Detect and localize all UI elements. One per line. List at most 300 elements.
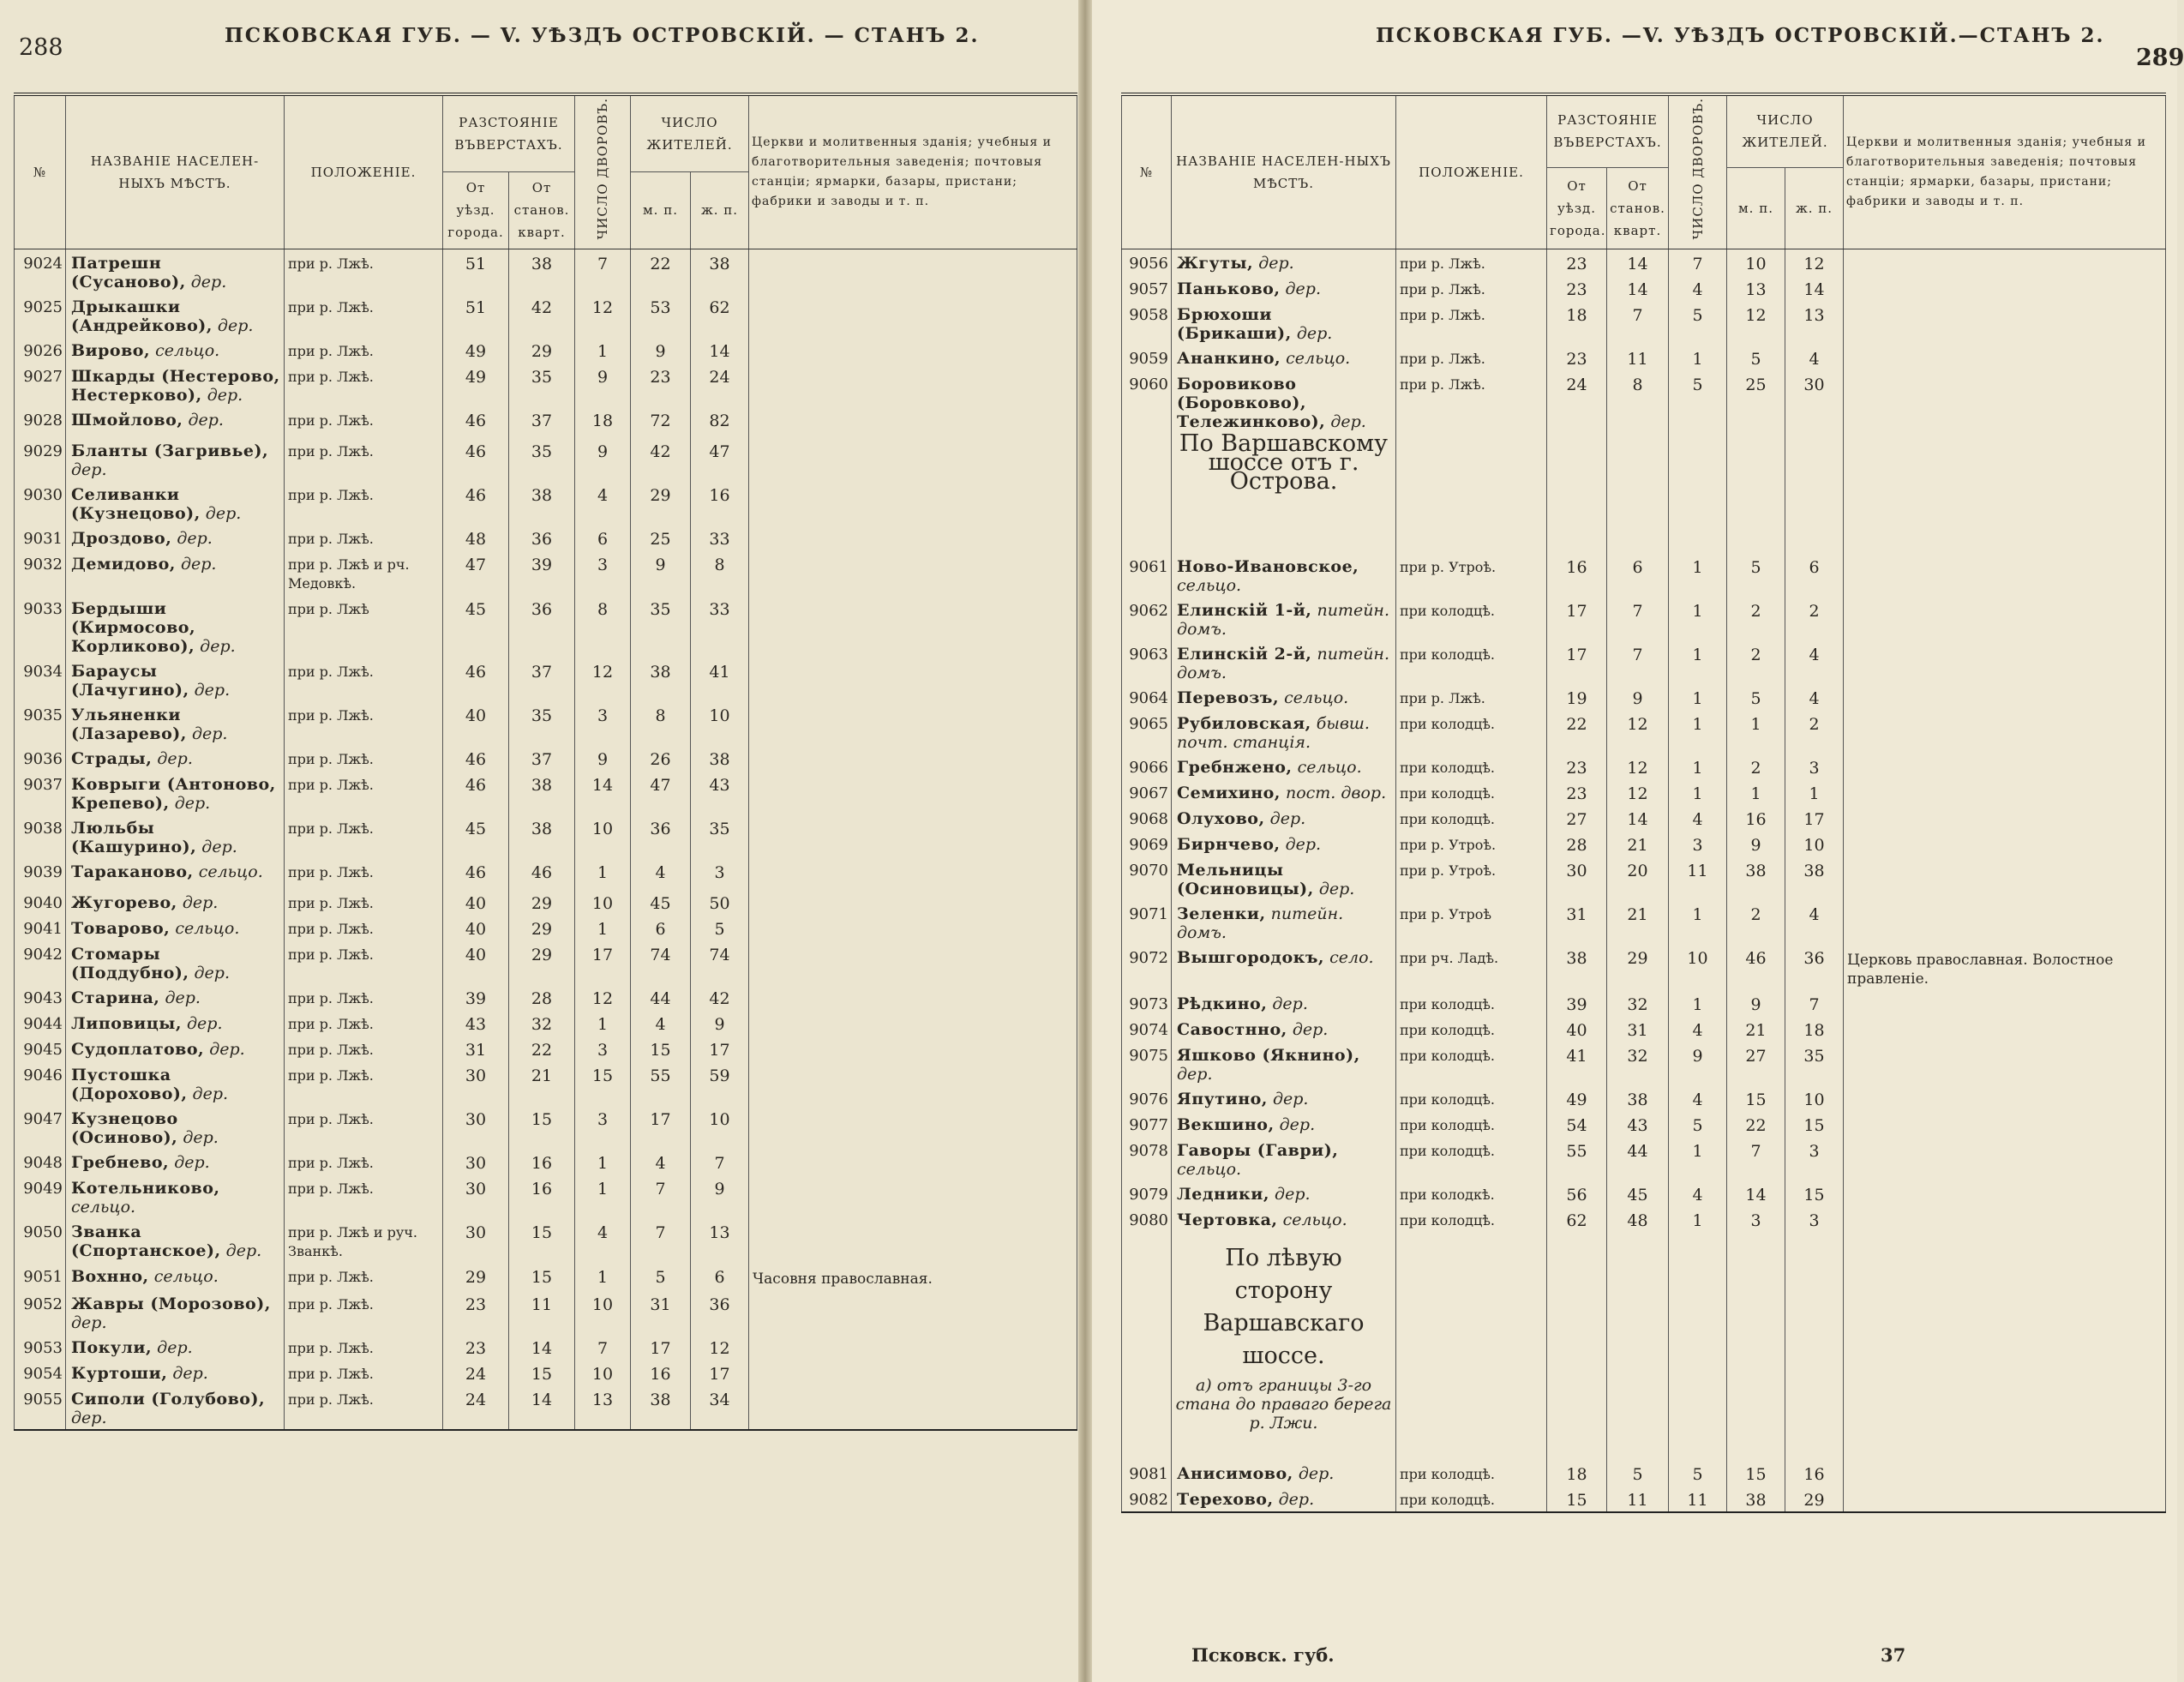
male-count: 55: [631, 1061, 691, 1105]
settlement-name-text: Покули,: [71, 1337, 153, 1357]
institutions-note: [1844, 1085, 2166, 1111]
settlement-name: [1172, 1206, 1396, 1237]
yards-count: 4: [1669, 275, 1727, 301]
distance-from-town: 24: [443, 1360, 509, 1385]
settlement-kind: дер.: [201, 837, 237, 856]
settlement-name: [66, 1061, 285, 1105]
distance-from-station: 15: [509, 1360, 575, 1385]
distance-from-station: 14: [1607, 805, 1669, 831]
row-number: 9039: [15, 858, 66, 889]
distance-from-station: 38: [509, 814, 575, 858]
yards-count: 10: [575, 814, 631, 858]
settlement-name-text: Стомары (Поддубно),: [71, 944, 189, 982]
settlement-kind: дер.: [217, 315, 254, 335]
distance-from-station: 7: [1607, 597, 1669, 640]
table-row: [1122, 370, 2166, 433]
distance-from-station: 16: [509, 1174, 575, 1218]
distance-from-station: 15: [509, 1105, 575, 1149]
settlement-name-text: Жугорево,: [71, 892, 177, 912]
settlement-kind: сельцо.: [175, 918, 240, 938]
female-count: 10: [691, 701, 749, 745]
settlement-name: [1172, 1042, 1396, 1085]
settlement-name: [1172, 370, 1396, 433]
male-count: 14: [1727, 1180, 1785, 1206]
settlement-name-text: Шмойлово,: [71, 410, 183, 430]
row-number: 9034: [15, 658, 66, 701]
settlement-name: [1172, 831, 1396, 856]
settlement-name-text: Мельницы (Осиновицы),: [1177, 860, 1314, 898]
settlement-name-text: Зеленки,: [1177, 904, 1266, 923]
distance-from-town: 23: [443, 1334, 509, 1360]
female-count: 10: [691, 1105, 749, 1149]
settlement-position: при р. Лжѣ.: [285, 771, 443, 814]
settlement-name: [66, 1105, 285, 1149]
table-body-right-a: [1122, 249, 2166, 433]
page-number-right: 289: [2136, 45, 2184, 71]
settlement-position: при р. Лжѣ.: [285, 1036, 443, 1061]
settlement-position: при колодцѣ.: [1396, 779, 1547, 805]
yards-count: 9: [1669, 1042, 1727, 1085]
settlement-name-text: Дрыкашки (Андрейково),: [71, 297, 213, 335]
female-count: 13: [691, 1218, 749, 1263]
distance-from-town: 23: [1547, 345, 1607, 370]
settlement-name-text: Векшино,: [1177, 1114, 1275, 1134]
settlement-table-left: [14, 93, 1077, 1431]
male-count: 27: [1727, 1042, 1785, 1085]
settlement-name-text: Ново-Ивановское,: [1177, 556, 1359, 576]
settlement-position: при р. Лжѣ.: [1396, 301, 1547, 345]
male-count: 22: [631, 249, 691, 293]
institutions-note: [749, 437, 1077, 481]
yards-count: 18: [575, 406, 631, 437]
distance-from-station: 35: [509, 363, 575, 406]
settlement-name-text: Дроздово,: [71, 528, 172, 548]
col-male: м. п.: [631, 171, 691, 249]
settlement-position: при р. Лжѣ.: [285, 1061, 443, 1105]
table-row: [1122, 684, 2166, 710]
distance-from-town: 49: [443, 363, 509, 406]
female-count: 16: [1785, 1460, 1844, 1486]
institutions-note: [1844, 1137, 2166, 1180]
col-churches: Церкви и молитвенныя зданія; учебныя и благотворительныя заведенія; почтовыя станціи; ярмарки, базары, пристани; фабрики и заводы и т. п.: [749, 94, 1077, 249]
row-number: 9082: [1122, 1486, 1172, 1512]
institutions-note: [749, 1360, 1077, 1385]
distance-from-station: 32: [509, 1010, 575, 1036]
yards-count: 12: [575, 293, 631, 337]
distance-from-station: 15: [509, 1218, 575, 1263]
female-count: 17: [691, 1036, 749, 1061]
table-row: [1122, 275, 2166, 301]
distance-from-station: 29: [509, 337, 575, 363]
settlement-kind: дер.: [1272, 994, 1308, 1013]
yards-count: 10: [575, 889, 631, 915]
yards-count: 4: [575, 481, 631, 525]
yards-count: 1: [1669, 710, 1727, 754]
distance-from-town: 45: [443, 814, 509, 858]
settlement-kind: дер.: [1285, 834, 1322, 854]
settlement-name-text: Вирово,: [71, 340, 151, 360]
table-row: [1122, 990, 2166, 1016]
settlement-position: при р. Лжѣ.: [285, 889, 443, 915]
settlement-position: при колодцѣ.: [1396, 1460, 1547, 1486]
settlement-position: при р. Лжѣ.: [285, 437, 443, 481]
distance-from-town: 40: [443, 889, 509, 915]
settlement-kind: пост. двор.: [1285, 783, 1387, 802]
yards-count: 1: [575, 1263, 631, 1290]
settlement-name: [66, 1010, 285, 1036]
section-subtitle-2: а) отъ границы 3-го стана до праваго берега р. Лжи.: [1172, 1374, 1396, 1460]
settlement-kind: дер.: [71, 1408, 107, 1427]
settlement-position: при р. Лжѣ.: [285, 701, 443, 745]
row-number: 9068: [1122, 805, 1172, 831]
distance-from-town: 30: [443, 1174, 509, 1218]
female-count: 38: [1785, 856, 1844, 900]
institutions-note: [1844, 1111, 2166, 1137]
institutions-note: [749, 814, 1077, 858]
settlement-name: [66, 1290, 285, 1334]
footer-number: 37: [1881, 1644, 1906, 1666]
institutions-note: [749, 550, 1077, 595]
settlement-name: [66, 814, 285, 858]
row-number: 9077: [1122, 1111, 1172, 1137]
table-row: [15, 1036, 1077, 1061]
male-count: 26: [631, 745, 691, 771]
female-count: 7: [1785, 990, 1844, 1016]
col-name: НАЗВАНІЕ НАСЕЛЕН-НЫХЪ МѢСТЪ.: [1172, 94, 1396, 249]
male-count: 74: [631, 940, 691, 984]
settlement-kind: сельцо.: [1177, 575, 1242, 595]
settlement-position: при колодцѣ.: [1396, 1016, 1547, 1042]
table-row: [15, 658, 1077, 701]
yards-count: 12: [575, 984, 631, 1010]
row-number: 9051: [15, 1263, 66, 1290]
table-row: [15, 984, 1077, 1010]
settlement-kind: дер.: [172, 1363, 208, 1383]
settlement-position: при р. Лжѣ.: [1396, 684, 1547, 710]
row-number: 9038: [15, 814, 66, 858]
settlement-name: [66, 984, 285, 1010]
institutions-note: [1844, 990, 2166, 1016]
settlement-name: [66, 1218, 285, 1263]
distance-from-town: 24: [443, 1385, 509, 1430]
settlement-name-text: Рѣдкино,: [1177, 994, 1268, 1013]
settlement-kind: сельцо.: [1177, 1159, 1242, 1179]
col-inhabitants: ЧИСЛО ЖИТЕЛЕЙ.: [631, 94, 749, 171]
distance-from-station: 14: [509, 1385, 575, 1430]
yards-count: 11: [1669, 1486, 1727, 1512]
male-count: 17: [631, 1334, 691, 1360]
female-count: 3: [691, 858, 749, 889]
institutions-note: [749, 1385, 1077, 1430]
settlement-kind: дер.: [1330, 411, 1366, 431]
distance-from-town: 48: [443, 525, 509, 550]
table-row: [15, 525, 1077, 550]
yards-count: 7: [575, 1334, 631, 1360]
male-count: 29: [631, 481, 691, 525]
distance-from-town: 17: [1547, 597, 1607, 640]
settlement-name-text: Старина,: [71, 988, 160, 1007]
settlement-name: [1172, 275, 1396, 301]
settlement-kind: бывш. почт. станція.: [1177, 713, 1370, 752]
distance-from-town: 46: [443, 858, 509, 889]
settlement-position: при р. Лжѣ.: [285, 1334, 443, 1360]
distance-from-town: 23: [1547, 754, 1607, 779]
settlement-name: [66, 337, 285, 363]
institutions-note: Церковь православная. Волостное правленіе.: [1844, 944, 2166, 990]
distance-from-town: 30: [443, 1105, 509, 1149]
institutions-note: [749, 249, 1077, 293]
institutions-note: [1844, 640, 2166, 684]
yards-count: 17: [575, 940, 631, 984]
row-number: 9069: [1122, 831, 1172, 856]
settlement-kind: дер.: [182, 892, 219, 912]
institutions-note: [749, 1105, 1077, 1149]
settlement-name: [1172, 553, 1396, 597]
yards-count: 1: [1669, 1137, 1727, 1180]
row-number: 9056: [1122, 249, 1172, 275]
settlement-name: [1172, 1486, 1396, 1512]
institutions-note: [1844, 1460, 2166, 1486]
yards-count: 7: [575, 249, 631, 293]
row-number: 9026: [15, 337, 66, 363]
settlement-name: [66, 363, 285, 406]
settlement-kind: дер.: [1177, 1064, 1213, 1084]
female-count: 36: [691, 1290, 749, 1334]
row-number: 9052: [15, 1290, 66, 1334]
distance-from-town: 40: [1547, 1016, 1607, 1042]
distance-from-station: 48: [1607, 1206, 1669, 1237]
institutions-note: [749, 984, 1077, 1010]
section-heading-1: [1122, 430, 2166, 553]
row-number: 9040: [15, 889, 66, 915]
settlement-position: при р. Лжѣ.: [285, 525, 443, 550]
row-number: 9062: [1122, 597, 1172, 640]
settlement-kind: дер.: [1275, 1184, 1311, 1204]
settlement-kind: дер.: [157, 1337, 193, 1357]
yards-count: 3: [1669, 831, 1727, 856]
yards-count: 12: [575, 658, 631, 701]
table-row: [15, 1290, 1077, 1334]
male-count: 12: [1727, 301, 1785, 345]
distance-from-town: 24: [1547, 370, 1607, 433]
table-row: [1122, 1206, 2166, 1237]
settlement-kind: сельцо.: [1282, 1210, 1347, 1229]
col-male: м. п.: [1727, 167, 1785, 249]
settlement-name: [66, 481, 285, 525]
table-row: [15, 406, 1077, 437]
institutions-note: [749, 1010, 1077, 1036]
table-row: [1122, 900, 2166, 944]
settlement-position: при р. Лжѣ.: [1396, 370, 1547, 433]
settlement-name: [1172, 856, 1396, 900]
distance-from-town: 41: [1547, 1042, 1607, 1085]
row-number: 9079: [1122, 1180, 1172, 1206]
male-count: 38: [631, 658, 691, 701]
settlement-name-text: Семихино,: [1177, 783, 1281, 802]
table-row: [15, 550, 1077, 595]
distance-from-station: 37: [509, 406, 575, 437]
female-count: 3: [1785, 1137, 1844, 1180]
row-number: 9036: [15, 745, 66, 771]
yards-count: 3: [575, 550, 631, 595]
male-count: 25: [631, 525, 691, 550]
settlement-name-text: Гаворы (Гаври),: [1177, 1140, 1339, 1160]
distance-from-town: 16: [1547, 553, 1607, 597]
settlement-position: при р. Лжѣ.: [285, 293, 443, 337]
table-row: [1122, 1085, 2166, 1111]
settlement-position: при колодцѣ.: [1396, 597, 1547, 640]
table-header: [15, 94, 1077, 249]
male-count: 38: [631, 1385, 691, 1430]
institutions-note: [749, 1290, 1077, 1334]
female-count: 14: [691, 337, 749, 363]
male-count: 2: [1727, 754, 1785, 779]
institutions-note: [1844, 710, 2166, 754]
settlement-name: [66, 595, 285, 658]
settlement-name: [1172, 597, 1396, 640]
row-number: 9065: [1122, 710, 1172, 754]
institutions-note: [749, 293, 1077, 337]
male-count: 4: [631, 1149, 691, 1174]
row-number: 9037: [15, 771, 66, 814]
settlement-name-text: Брюхоши (Брикаши),: [1177, 304, 1292, 343]
settlement-name-text: Кузнецово (Осиново),: [71, 1108, 178, 1147]
table-row: [15, 293, 1077, 337]
institutions-note: [749, 337, 1077, 363]
settlement-position: при колодцѣ.: [1396, 754, 1547, 779]
yards-count: 5: [1669, 1111, 1727, 1137]
institutions-note: [1844, 249, 2166, 275]
row-number: 9028: [15, 406, 66, 437]
settlement-name: [66, 1334, 285, 1360]
settlement-kind: дер.: [1278, 1489, 1315, 1509]
yards-count: 1: [1669, 553, 1727, 597]
settlement-name: [66, 293, 285, 337]
table-row: [15, 437, 1077, 481]
table-row: [15, 481, 1077, 525]
settlement-name: [66, 915, 285, 940]
institutions-note: [749, 363, 1077, 406]
yards-count: 10: [575, 1290, 631, 1334]
row-number: 9042: [15, 940, 66, 984]
settlement-name-text: Перевозъ,: [1177, 688, 1280, 707]
settlement-name-text: Елинскій 2-й,: [1177, 644, 1312, 664]
male-count: 13: [1727, 275, 1785, 301]
male-count: 4: [631, 858, 691, 889]
page-header-right: ПСКОВСКАЯ ГУБ. —V. УѢЗДЪ ОСТРОВСКІЙ.—СТАНЪ 2.: [1376, 24, 2105, 47]
yards-count: 4: [1669, 1085, 1727, 1111]
yards-count: 13: [575, 1385, 631, 1430]
col-from-town: От уѣзд. города.: [1547, 167, 1607, 249]
settlement-name: [1172, 1016, 1396, 1042]
table-row: [1122, 553, 2166, 597]
settlement-kind: дер.: [174, 1152, 210, 1172]
settlement-position: при рч. Ладѣ.: [1396, 944, 1547, 990]
settlement-position: при колодцѣ.: [1396, 1042, 1547, 1085]
yards-count: 4: [1669, 1016, 1727, 1042]
settlement-position: при р. Лжѣ: [285, 595, 443, 658]
female-count: 4: [1785, 684, 1844, 710]
table-header: [1122, 94, 2166, 249]
settlement-name-text: Ананкино,: [1177, 348, 1281, 368]
book-gutter: [1078, 0, 1092, 1682]
row-number: 9054: [15, 1360, 66, 1385]
yards-count: 4: [575, 1218, 631, 1263]
settlement-name-text: Жавры (Морозово),: [71, 1294, 271, 1313]
settlement-position: при р. Утроѣ.: [1396, 831, 1547, 856]
table-row: [1122, 1180, 2166, 1206]
distance-from-town: 43: [443, 1010, 509, 1036]
yards-count: 9: [575, 363, 631, 406]
male-count: 10: [1727, 249, 1785, 275]
settlement-kind: дер.: [1279, 1114, 1316, 1134]
distance-from-town: 28: [1547, 831, 1607, 856]
settlement-name-text: Бердыши (Кирмосово, Корликово),: [71, 598, 196, 656]
settlement-kind: дер.: [207, 385, 243, 405]
table-row: [15, 1105, 1077, 1149]
settlement-name-text: Судоплатово,: [71, 1039, 205, 1059]
settlement-name-text: Тараканово,: [71, 862, 194, 881]
settlement-kind: сельцо.: [1297, 757, 1362, 777]
distance-from-station: 39: [509, 550, 575, 595]
distance-from-town: 46: [443, 771, 509, 814]
institutions-note: [1844, 370, 2166, 433]
settlement-name-text: Анисимово,: [1177, 1463, 1293, 1483]
female-count: 15: [1785, 1180, 1844, 1206]
row-number: 9031: [15, 525, 66, 550]
male-count: 15: [1727, 1460, 1785, 1486]
row-number: 9075: [1122, 1042, 1172, 1085]
institutions-note: [1844, 597, 2166, 640]
row-number: 9025: [15, 293, 66, 337]
col-no: №: [1122, 94, 1172, 249]
male-count: 44: [631, 984, 691, 1010]
male-count: 2: [1727, 640, 1785, 684]
distance-from-town: 18: [1547, 301, 1607, 345]
row-number: 9080: [1122, 1206, 1172, 1237]
distance-from-station: 12: [1607, 754, 1669, 779]
distance-from-station: 29: [509, 940, 575, 984]
institutions-note: [749, 658, 1077, 701]
institutions-note: Часовня православная.: [749, 1263, 1077, 1290]
settlement-position: при р. Лжѣ.: [285, 337, 443, 363]
settlement-name: [1172, 345, 1396, 370]
settlement-name: [66, 437, 285, 481]
institutions-note: [749, 1218, 1077, 1263]
row-number: 9035: [15, 701, 66, 745]
page-header-left: ПСКОВСКАЯ ГУБ. — V. УѢЗДЪ ОСТРОВСКІЙ. — СТАНЪ 2.: [225, 24, 980, 47]
settlement-name-text: Бараусы (Лачугино),: [71, 661, 189, 700]
institutions-note: [1844, 1486, 2166, 1512]
female-count: 13: [1785, 301, 1844, 345]
row-number: 9057: [1122, 275, 1172, 301]
distance-from-station: 38: [1607, 1085, 1669, 1111]
yards-count: 1: [575, 858, 631, 889]
settlement-kind: дер.: [194, 680, 231, 700]
male-count: 1: [1727, 779, 1785, 805]
settlement-kind: дер.: [190, 272, 227, 291]
settlement-name-text: Патрешн (Сусаново),: [71, 253, 186, 291]
table-row: [1122, 805, 2166, 831]
distance-from-station: 11: [1607, 1486, 1669, 1512]
row-number: 9032: [15, 550, 66, 595]
female-count: 43: [691, 771, 749, 814]
col-inhabitants: ЧИСЛО ЖИТЕЛЕЙ.: [1727, 94, 1844, 167]
settlement-position: при р. Утроѣ.: [1396, 553, 1547, 597]
settlement-name-text: Савостнно,: [1177, 1019, 1287, 1039]
col-from-station: От станов. кварт.: [509, 171, 575, 249]
col-name: НАЗВАНІЕ НАСЕЛЕН-НЫХЪ МѢСТЪ.: [66, 94, 285, 249]
